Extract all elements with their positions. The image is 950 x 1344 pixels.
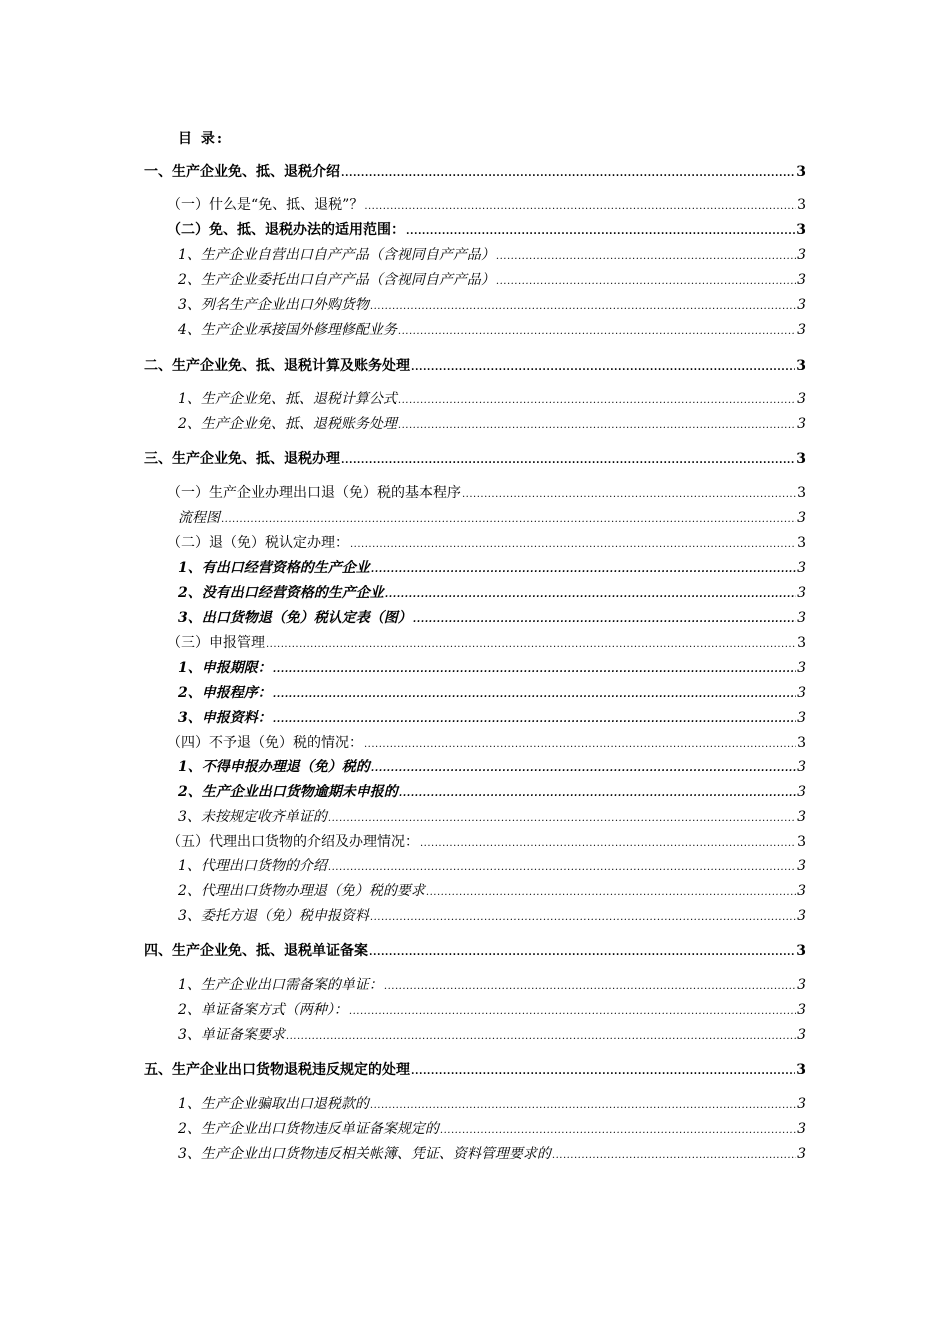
toc-leader-dots — [398, 391, 796, 411]
toc-leader-dots — [221, 510, 796, 530]
toc-entry-text: 1、代理出口货物的介绍 — [178, 858, 327, 874]
toc-page-number: 3 — [797, 391, 806, 407]
toc-leader-dots — [411, 1062, 795, 1082]
toc-page-number: 3 — [797, 710, 806, 726]
toc-entry[interactable] — [167, 533, 806, 553]
toc-entry-text: 2、申报程序： — [178, 685, 272, 701]
toc-leader-dots — [411, 358, 795, 378]
toc-entry-text: （四）不予退（免）税的情况： — [167, 735, 363, 751]
toc-entry-text: （二）退（免）税认定办理： — [167, 535, 349, 551]
toc-leader-dots — [440, 1121, 796, 1141]
toc-page-number: 3 — [797, 1027, 806, 1043]
toc-leader-dots — [552, 1146, 796, 1166]
toc-entry[interactable] — [167, 832, 806, 852]
toc-leader-dots — [266, 635, 796, 655]
toc-entry[interactable] — [178, 414, 806, 434]
toc-entry-text: （一）什么是“免、抵、退税”？ — [167, 197, 364, 213]
toc-page-number: 3 — [796, 222, 806, 238]
toc-entry[interactable] — [178, 708, 806, 728]
toc-entry-text: 1、有出口经营资格的生产企业 — [178, 560, 370, 576]
toc-page-number: 3 — [797, 685, 806, 701]
toc-leader-dots — [496, 272, 796, 292]
toc-entry[interactable] — [178, 782, 806, 802]
toc-page-number: 3 — [797, 635, 806, 651]
toc-entry[interactable] — [178, 1094, 806, 1114]
toc-entry[interactable] — [144, 356, 806, 376]
toc-entry-text: 3、单证备案要求 — [178, 1027, 285, 1043]
toc-entry-text: 1、生产企业出口需备案的单证： — [178, 977, 383, 993]
toc-entry[interactable] — [144, 1060, 806, 1080]
toc-entry-text: （二）免、抵、退税办法的适用范围： — [167, 222, 405, 238]
toc-entry-text: 二、生产企业免、抵、退税计算及账务处理 — [144, 358, 410, 374]
toc-entry-text: 2、生产企业出口货物违反单证备案规定的 — [178, 1121, 439, 1137]
toc-page-number: 3 — [797, 1002, 806, 1018]
toc-leader-dots — [341, 451, 795, 471]
toc-entry[interactable] — [178, 295, 806, 315]
toc-leader-dots — [370, 908, 796, 928]
toc-page-number: 3 — [797, 416, 806, 432]
toc-entry-text: 1、生产企业骗取出口退税款的 — [178, 1096, 369, 1112]
toc-page-number: 3 — [796, 1062, 806, 1078]
toc-page-number: 3 — [797, 485, 806, 501]
toc-page-number: 3 — [796, 164, 806, 180]
toc-title: 目 录: — [178, 131, 225, 147]
toc-entry-text: 五、生产企业出口货物退税违反规定的处理 — [144, 1062, 410, 1078]
toc-leader-dots — [413, 610, 796, 630]
toc-page-number: 3 — [797, 809, 806, 825]
toc-entry-text: 3、未按规定收齐单证的 — [178, 809, 327, 825]
toc-page-number: 3 — [797, 585, 806, 601]
toc-page-number: 3 — [797, 510, 806, 526]
toc-entry[interactable] — [178, 757, 806, 777]
toc-leader-dots — [364, 735, 796, 755]
toc-entry[interactable] — [167, 195, 806, 215]
toc-leader-dots — [370, 297, 796, 317]
toc-entry[interactable] — [178, 270, 806, 290]
toc-leader-dots — [273, 685, 796, 705]
toc-entry[interactable] — [178, 583, 806, 603]
toc-page-number: 3 — [797, 883, 806, 899]
toc-entry[interactable] — [144, 941, 806, 961]
toc-entry[interactable] — [178, 906, 806, 926]
toc-leader-dots — [462, 485, 796, 505]
toc-page-number: 3 — [797, 197, 806, 213]
toc-entry-text: 一、生产企业免、抵、退税介绍 — [144, 164, 340, 180]
toc-entry-text: 1、不得申报办理退（免）税的 — [178, 759, 370, 775]
toc-entry[interactable] — [178, 508, 806, 528]
toc-entry-text: 2、生产企业出口货物逾期未申报的 — [178, 784, 398, 800]
toc-entry-text: （五）代理出口货物的介绍及办理情况： — [167, 834, 419, 850]
toc-leader-dots — [364, 197, 796, 217]
toc-entry-text: 2、代理出口货物办理退（免）税的要求 — [178, 883, 425, 899]
toc-page-number: 3 — [797, 322, 806, 338]
toc-page-number: 3 — [797, 272, 806, 288]
toc-entry[interactable] — [167, 633, 806, 653]
toc-entry[interactable] — [178, 389, 806, 409]
toc-leader-dots — [426, 883, 796, 903]
toc-leader-dots — [420, 834, 796, 854]
toc-page-number: 3 — [796, 358, 806, 374]
toc-page-number: 3 — [797, 784, 806, 800]
toc-leader-dots — [384, 977, 796, 997]
toc-entry[interactable] — [167, 220, 806, 240]
toc-entry-text: 3、委托方退（免）税申报资料 — [178, 908, 369, 924]
toc-entry[interactable] — [144, 162, 806, 182]
toc-leader-dots — [406, 222, 795, 242]
toc-leader-dots — [496, 247, 796, 267]
toc-page-number: 3 — [797, 1121, 806, 1137]
toc-entry-text: 2、生产企业免、抵、退税账务处理 — [178, 416, 397, 432]
toc-entry[interactable] — [178, 881, 806, 901]
toc-page-number: 3 — [797, 1146, 806, 1162]
toc-page-number: 3 — [797, 735, 806, 751]
toc-leader-dots — [341, 164, 795, 184]
toc-entry-text: 2、生产企业委托出口自产产品（含视同自产产品） — [178, 272, 495, 288]
toc-page-number: 3 — [797, 858, 806, 874]
toc-entry-text: 2、没有出口经营资格的生产企业 — [178, 585, 384, 601]
toc-entry-text: 1、生产企业免、抵、退税计算公式 — [178, 391, 397, 407]
toc-entry-text: （一）生产企业办理出口退（免）税的基本程序 — [167, 485, 461, 501]
toc-leader-dots — [399, 784, 796, 804]
toc-entry[interactable] — [178, 245, 806, 265]
toc-page-number: 3 — [797, 1096, 806, 1112]
toc-entry[interactable] — [178, 1000, 806, 1020]
toc-entry[interactable] — [178, 1119, 806, 1139]
toc-leader-dots — [369, 943, 795, 963]
toc-entry-text: 3、生产企业出口货物违反相关帐簿、凭证、资料管理要求的 — [178, 1146, 551, 1162]
toc-page-number: 3 — [797, 560, 806, 576]
toc-entry[interactable] — [144, 449, 806, 469]
toc-entry-text: 2、单证备案方式（两种）： — [178, 1002, 348, 1018]
toc-page-number: 3 — [797, 977, 806, 993]
toc-page-number: 3 — [797, 660, 806, 676]
toc-leader-dots — [273, 660, 796, 680]
toc-leader-dots — [328, 809, 796, 829]
toc-leader-dots — [349, 1002, 796, 1022]
toc-leader-dots — [385, 585, 796, 605]
toc-page-number: 3 — [797, 908, 806, 924]
toc-entry-text: 3、列名生产企业出口外购货物 — [178, 297, 369, 313]
toc-page-number: 3 — [797, 610, 806, 626]
toc-leader-dots — [371, 759, 796, 779]
toc-entry-text: 流程图 — [178, 510, 220, 526]
toc-entry[interactable] — [178, 975, 806, 995]
toc-page-number: 3 — [797, 297, 806, 313]
toc-page-number: 3 — [796, 451, 806, 467]
toc-entry-text: （三）申报管理 — [167, 635, 265, 651]
toc-leader-dots — [398, 322, 796, 342]
toc-leader-dots — [350, 535, 796, 555]
toc-entry-text: 三、生产企业免、抵、退税办理 — [144, 451, 340, 467]
toc-entry-text: 1、申报期限： — [178, 660, 272, 676]
toc-leader-dots — [273, 710, 796, 730]
toc-entry[interactable] — [178, 807, 806, 827]
toc-entry-text: 4、生产企业承接国外修理修配业务 — [178, 322, 397, 338]
toc-page-number: 3 — [797, 834, 806, 850]
toc-entry[interactable] — [178, 608, 806, 628]
toc-leader-dots — [398, 416, 796, 436]
toc-entry-text: 四、生产企业免、抵、退税单证备案 — [144, 943, 368, 959]
toc-entry[interactable] — [167, 733, 806, 753]
toc-leader-dots — [328, 858, 796, 878]
toc-page-number: 3 — [797, 247, 806, 263]
toc-entry[interactable] — [178, 1025, 806, 1045]
toc-entry[interactable] — [178, 558, 806, 578]
toc-entry[interactable] — [178, 320, 806, 340]
toc-entry[interactable] — [178, 683, 806, 703]
toc-leader-dots — [286, 1027, 796, 1047]
toc-entry[interactable] — [178, 1144, 806, 1164]
toc-entry[interactable] — [167, 483, 806, 503]
toc-entry-text: 1、生产企业自营出口自产产品（含视同自产产品） — [178, 247, 495, 263]
toc-page-number: 3 — [796, 943, 806, 959]
toc-page-number: 3 — [797, 759, 806, 775]
toc-entry[interactable] — [178, 856, 806, 876]
toc-leader-dots — [371, 560, 796, 580]
toc-leader-dots — [370, 1096, 796, 1116]
toc-entry-text: 3、出口货物退（免）税认定表（图） — [178, 610, 412, 626]
toc-entry[interactable] — [178, 658, 806, 678]
toc-page-number: 3 — [797, 535, 806, 551]
toc-entry-text: 3、申报资料： — [178, 710, 272, 726]
